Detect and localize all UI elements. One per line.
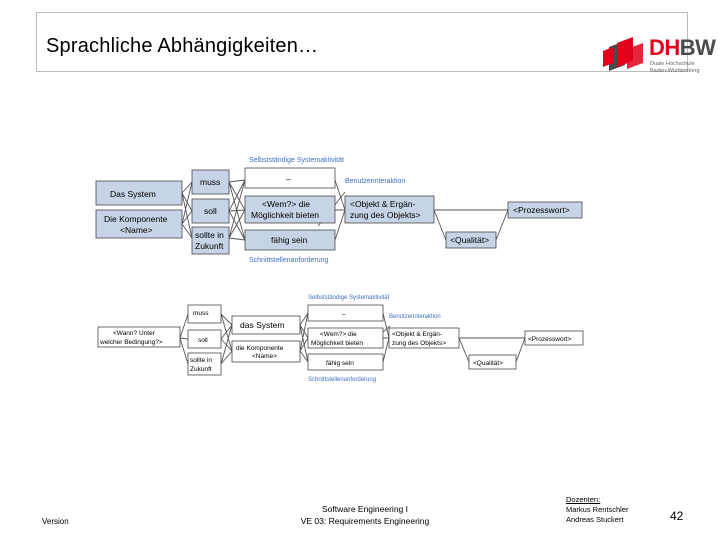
d1-text-objekt-1: <Objekt & Ergän- (350, 199, 416, 209)
d2-text-wem-2: Möglichkeit bieten (311, 340, 364, 347)
footer-course-line1: Software Engineering I (322, 504, 408, 514)
diagram-1 (96, 157, 582, 264)
d2-text-prozesswort: <Prozesswort> (528, 336, 572, 343)
page-number: 42 (670, 509, 684, 523)
d2-text-objekt-1: <Objekt & Ergän- (392, 331, 443, 338)
d1-label-self-activity: Selbstständige Systemaktivität (249, 157, 344, 164)
d2-label-interface: Schnittstellenanforderung (308, 377, 377, 383)
d1-text-system: Das System (110, 189, 156, 199)
footer-lecturer-2: Andreas Stuckert (566, 515, 624, 524)
diagram-2 (98, 295, 583, 383)
footer-course (270, 503, 460, 527)
logo-wordmark: DHBW (649, 35, 716, 60)
d1-text-prozesswort: <Prozesswort> (513, 205, 570, 215)
d2-text-system: das System (240, 320, 285, 330)
logo-subtitle-1: Duale Hochschule (650, 61, 695, 67)
d2-text-sollte-2: Zukunft (190, 366, 212, 373)
d2-label-user-interaction: Benutzerinteraktion (389, 314, 441, 320)
d1-text-wem-1: <Wem?> die (262, 199, 311, 209)
d2-text-faehig: fähig sein (326, 360, 354, 367)
footer-course-line2: VE 03: Requirements Engineering (300, 516, 430, 526)
d2-text-condition-2: welcher Bedingung?> (100, 339, 163, 346)
d1-label-user-interaction: Benutzerinteraktion (345, 178, 406, 185)
d1-text-wem-2: Möglichkeit bieten (251, 210, 320, 220)
d1-text-objekt-2: zung des Objekts> (350, 210, 421, 220)
slide-title: Sprachliche Abhängigkeiten… (46, 35, 319, 57)
d2-text-dash: – (342, 311, 346, 318)
d1-text-muss: muss (200, 177, 221, 187)
d2-text-component-2: <Name> (252, 353, 277, 360)
d2-text-wem-1: <Wem?> die (320, 331, 357, 338)
d1-text-sollte-2: Zukunft (195, 241, 224, 251)
d1-text-dash: – (286, 174, 291, 184)
d2-text-soll: soll (198, 337, 208, 344)
footer-lecturers (566, 495, 629, 525)
d1-text-soll: soll (204, 206, 217, 216)
d2-text-muss: muss (193, 310, 209, 317)
d1-label-interface: Schnittstellenanforderung (249, 257, 329, 264)
footer-version: Version (42, 517, 69, 526)
d2-text-component-1: die Komponente (236, 345, 284, 352)
d2-text-sollte-1: sollte in (190, 357, 213, 364)
logo-subtitle-2: Baden-Württemberg (650, 68, 700, 74)
d2-text-objekt-2: zung des Objekts> (392, 340, 447, 347)
d2-text-qualitaet: <Qualität> (473, 360, 503, 367)
d2-text-condition-1: <Wann? Unter (113, 330, 155, 337)
d1-text-faehig: fähig sein (271, 235, 308, 245)
d1-text-qualitaet: <Qualität> (450, 235, 490, 245)
d1-text-component-1: Die Komponente (104, 214, 168, 224)
footer-lecturer-1: Markus Rentschler (566, 505, 629, 514)
d1-text-component-2: <Name> (120, 225, 153, 235)
d2-label-self-activity: Selbstständige Systemaktivität (308, 295, 390, 301)
d1-text-sollte-1: sollte in (195, 230, 224, 240)
footer-lecturers-head: Dozenten: (566, 495, 601, 504)
